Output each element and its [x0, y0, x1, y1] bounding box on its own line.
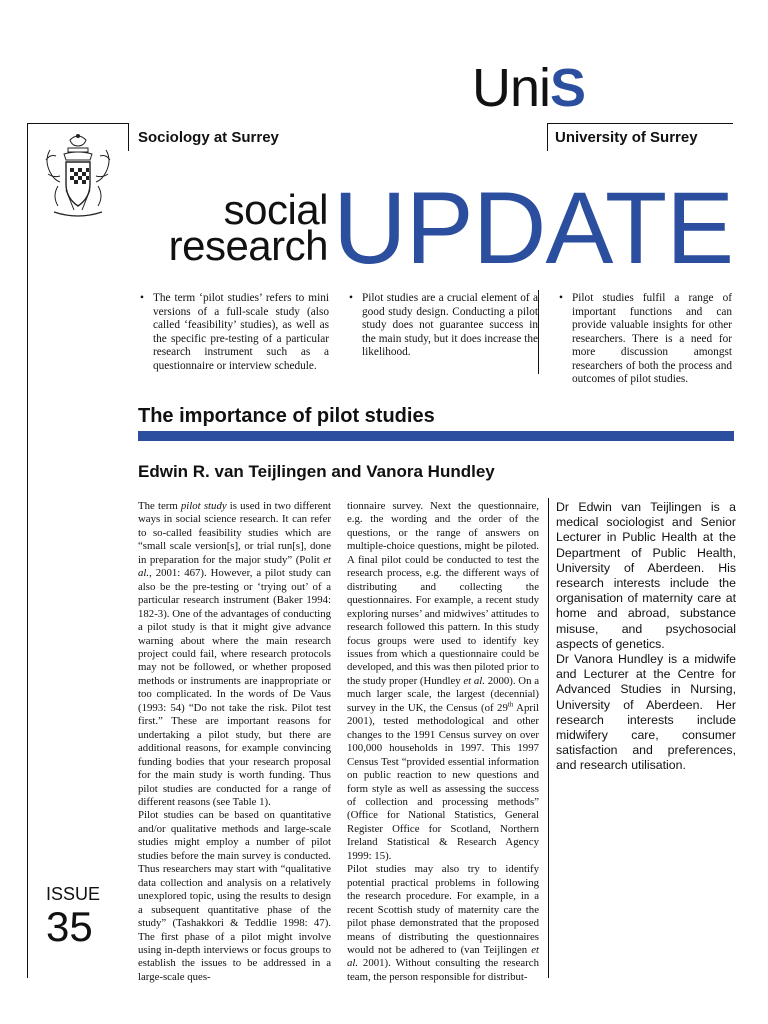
- text-run: Pilot studies may also try to identify potential practical problems in following the research procedure. For example, in a recent Scottish study of maternity care the pilot phase demonstrated that the proposed means of distributing the questionnaires would not be adhered to (van Teijlingen: [347, 863, 539, 956]
- bullet-divider: [538, 290, 539, 374]
- body-column-1: [138, 500, 331, 984]
- issue-number: 35: [46, 903, 93, 950]
- text-run: , 2001: 467). However, a pilot study can also be the pre-testing or ‘trying out’ of a particular research instrument (Baker 1994: 182-3). One of the advantages of conducting a pilot study is that it might give advance warning about where the main research project could fail, where research protocols may not be followed, or whether proposed methods or instruments are inappropriate or too complicated. In the words of De Vaus (1993: 54) “Do not take the risk. Pilot test first.” These are important reasons for undertaking a pilot study, but there are additional reasons, for example convincing funding bodies that your research proposal for the main study is worth funding. Thus pilot studies are conducted for a range of different reasons (see Table 1).: [138, 567, 331, 808]
- bio-hundley: Dr Vanora Hundley is a midwife and Lecturer at the Centre for Advanced Studies in Nursing, University of Aberdeen. Her research interests include midwifery care, consumer satisfaction and preferences, and research utilisation.: [556, 652, 736, 773]
- title-rule: [138, 431, 734, 441]
- text-run: The term: [138, 500, 181, 512]
- bullet-text: Pilot studies fulfil a range of important functions and can provide valuable insights for other researchers. There is a need for more discussion amongst researchers of both the process and outcomes of pilot studies.: [572, 292, 732, 385]
- author-bio-sidebar: [556, 500, 736, 774]
- text-run: April 2001), tested methodological and other changes to the 1991 Census survey on over 100,000 households in 1997. This 1997 Census Test “provided essential information on public reaction to new questions and form style as well as assessing the success of collection and processing methods” (Office for National Statistics, General Register Office for Scotland, Northern Ireland Statistical & Research Agency 1999: 15).: [347, 701, 539, 862]
- bio-van-teijlingen: Dr Edwin van Teijlingen is a medical sociologist and Senior Lecturer in Public Health at the Department of Public Health, University of Aberdeen. His research interests include the organisation of maternity care at home and abroad, substance misuse, and psychosocial aspects of genetics.: [556, 500, 736, 651]
- summary-bullet-3: [559, 292, 732, 387]
- italic-term: pilot study: [180, 500, 227, 512]
- column-1-paragraph-1: [138, 500, 331, 809]
- top-left-rule: [27, 123, 128, 124]
- left-rule: [27, 123, 28, 978]
- sidebar-rule: [548, 498, 549, 978]
- bullet-dot: •: [559, 292, 563, 304]
- logo-uni-text: Uni: [472, 58, 551, 118]
- summary-bullet-2: [349, 292, 538, 360]
- superscript: th: [507, 700, 514, 709]
- italic-term: et al.: [138, 553, 331, 580]
- text-run: is used in two different ways in social science research. It can refer to so-called feasibility studies which are “small scale version[s], or trial run[s], done in preparation for the major study” (Polit: [138, 500, 331, 566]
- top-right-rule: [547, 123, 733, 124]
- article-title: The importance of pilot studies: [138, 405, 435, 427]
- bullet-text: Pilot studies are a crucial element of a good study design. Conducting a pilot study does not guarantee success in the main study, but it does increase the likelihood.: [362, 292, 538, 358]
- column-2-paragraph-1: [347, 500, 539, 863]
- update-wordmark: UPDATE: [333, 171, 734, 285]
- text-run: tionnaire survey. Next the questionnaire, e.g. the wording and the order of the questions, or the range of answers on multiple-choice questions, might be piloted. A final pilot could be conducted to test the research process, e.g. the different ways of distributing and collecting the questionnaires. For example, a recent study exploring nurses’ and midwives’ attitudes to research followed this pattern. In this study focus groups were used to identify key issues from which a questionnaire could be developed, and this was then piloted prior to the study proper (Hundley: [347, 500, 539, 687]
- summary-bullet-1: [140, 292, 329, 373]
- header-divider-left: [128, 123, 129, 151]
- header-divider-right: [547, 123, 548, 151]
- research-word: research: [168, 222, 328, 269]
- italic-term: et al.: [347, 943, 539, 970]
- article-authors: Edwin R. van Teijlingen and Vanora Hundley: [138, 462, 495, 481]
- italic-term: et al.: [463, 674, 485, 687]
- coat-of-arms-icon: [40, 130, 116, 222]
- body-column-2: [347, 500, 539, 984]
- issue-label: ISSUE: [46, 884, 101, 904]
- column-2-paragraph-2: [347, 863, 539, 984]
- bullet-text: The term ‘pilot studies’ refers to mini versions of a full-scale study (also called ‘feasibility’ studies), as well as the specific pre-testing of a particular research instrument such as a questionnaire or interview schedule.: [153, 292, 329, 372]
- unis-logo: [472, 58, 585, 118]
- text-run: 2001). Without consulting the research team, the person responsible for distribut-: [347, 957, 539, 983]
- sociology-at-surrey-header: Sociology at Surrey: [138, 129, 279, 146]
- column-1-paragraph-2: Pilot studies can be based on quantitative and/or qualitative methods and large-scale studies might employ a number of pilot studies before the main survey is conducted. Thus researchers may start with “qualitative data collection and analysis on a relatively unexplored topic, using the results to design a subsequent quantitative phase of the study” (Tashakkori & Teddlie 1998: 47). The first phase of a pilot might involve using in-depth interviews or focus groups to establish the issues to be addressed in a large-scale ques-: [138, 809, 331, 983]
- university-of-surrey-header: University of Surrey: [555, 129, 698, 146]
- text-run: 2000). On a much larger scale, the largest (decennial) survey in the UK, the Census (of 29: [347, 674, 540, 714]
- logo-s-text: S: [550, 58, 586, 118]
- bullet-dot: •: [140, 292, 144, 304]
- bullet-dot: •: [349, 292, 353, 304]
- social-word: social: [223, 186, 328, 233]
